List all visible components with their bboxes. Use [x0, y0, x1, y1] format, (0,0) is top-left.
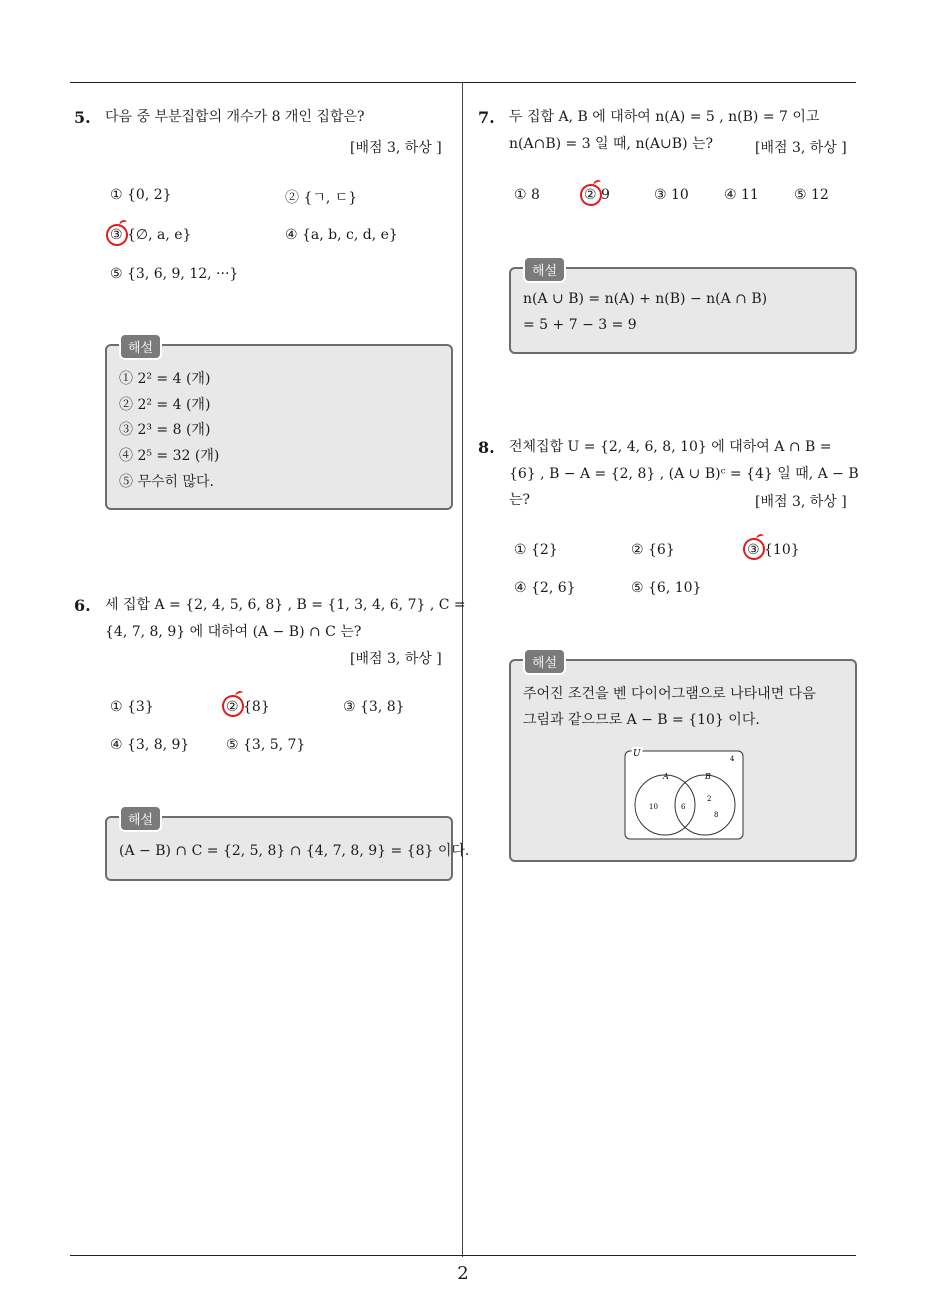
- solution-line: 그림과 같으므로 A − B = {10} 이다.: [523, 712, 760, 728]
- solution-tag: 해설: [523, 256, 566, 283]
- choice-5[interactable]: ⑤ {3, 6, 9, 12, ···}: [110, 266, 239, 282]
- choice-1[interactable]: ① {0, 2}: [110, 187, 172, 203]
- choice-5[interactable]: ⑤ {3, 5, 7}: [226, 737, 306, 753]
- question-text: 다음 중 부분집합의 개수가 8 개인 집합은?: [105, 109, 365, 125]
- solution-line: 주어진 조건을 벤 다이어그램으로 나타내면 다음: [523, 686, 816, 702]
- page-number: 2: [457, 1263, 469, 1284]
- solution-line: ③ 2³ = 8 (개): [119, 422, 211, 438]
- solution-line: ④ 2⁵ = 32 (개): [119, 448, 220, 464]
- solution-box: [105, 813, 470, 881]
- u-label: U: [633, 749, 641, 759]
- a-only-value: 10: [649, 803, 658, 811]
- choice-3[interactable]: ③ 10: [654, 187, 689, 203]
- choice-4[interactable]: ④ {3, 8, 9}: [110, 737, 190, 753]
- answer-mark: [577, 181, 605, 209]
- question-text-line1: 두 집합 A, B 에 대하여 n(A) = 5 , n(B) = 7 이고: [509, 109, 820, 125]
- top-rule: [70, 82, 856, 83]
- question-number: 5.: [74, 108, 91, 127]
- solution-line: = 5 + 7 − 3 = 9: [523, 317, 637, 333]
- solution-box: [509, 264, 857, 354]
- question-number: 6.: [74, 596, 91, 615]
- venn-diagram: [621, 747, 747, 843]
- solution-line: ① 2² = 4 (개): [119, 371, 211, 387]
- answer-mark: [740, 535, 768, 563]
- choice-3[interactable]: ③ {10}: [747, 542, 800, 558]
- answer-mark: [219, 692, 247, 720]
- choice-2[interactable]: ② {6}: [631, 542, 675, 558]
- question-number: 7.: [478, 108, 495, 127]
- choice-5[interactable]: ⑤ 12: [794, 187, 829, 203]
- choice-3[interactable]: ③ {∅, a, e}: [110, 227, 192, 243]
- choice-4[interactable]: ④ {2, 6}: [514, 580, 576, 596]
- b-label: B: [705, 772, 711, 781]
- b-only-value-1: 2: [707, 795, 712, 803]
- question-text-line1: 세 집합 A = {2, 4, 5, 6, 8} , B = {1, 3, 4, 6, 7} , C =: [105, 597, 466, 613]
- choice-4[interactable]: ④ 11: [724, 187, 759, 203]
- solution-tag: 해설: [119, 333, 162, 360]
- solution-line: (A − B) ∩ C = {2, 5, 8} ∩ {4, 7, 8, 9} = {8} 이다.: [119, 843, 470, 859]
- solution-box: [105, 341, 453, 510]
- score-label: [배점 3, 하상 ]: [350, 651, 442, 667]
- choice-4[interactable]: ④ {a, b, c, d, e}: [285, 227, 398, 243]
- solution-line: ② 2² = 4 (개): [119, 397, 211, 413]
- choice-2[interactable]: ② {ㄱ, ㄷ}: [285, 190, 358, 206]
- choice-2[interactable]: ② 9: [584, 187, 610, 203]
- question-number: 8.: [478, 438, 495, 457]
- question-text-line1: 전체집합 U = {2, 4, 6, 8, 10} 에 대하여 A ∩ B =: [509, 439, 832, 455]
- solution-tag: 해설: [119, 805, 162, 832]
- choice-3[interactable]: ③ {3, 8}: [343, 699, 405, 715]
- b-only-value-2: 8: [714, 811, 719, 819]
- score-label: [배점 3, 하상 ]: [350, 140, 442, 156]
- solution-line: ⑤ 무수히 많다.: [119, 474, 214, 490]
- choice-1[interactable]: ① 8: [514, 187, 540, 203]
- question-text-line2: {4, 7, 8, 9} 에 대하여 (A − B) ∩ C 는?: [105, 624, 362, 640]
- choice-5[interactable]: ⑤ {6, 10}: [631, 580, 702, 596]
- score-label: [배점 3, 하상 ]: [755, 494, 847, 510]
- solution-tag: 해설: [523, 648, 566, 675]
- score-label: [배점 3, 하상 ]: [755, 140, 847, 156]
- question-text-line3: 는?: [509, 492, 531, 508]
- a-label: A: [663, 772, 669, 781]
- choice-1[interactable]: ① {3}: [110, 699, 154, 715]
- choice-2[interactable]: ② {8}: [226, 699, 270, 715]
- question-text-line2: {6} , B − A = {2, 8} , (A ∪ B)ᶜ = {4} 일 때, A − B: [509, 466, 859, 482]
- solution-box: [509, 656, 857, 862]
- solution-line: n(A ∪ B) = n(A) + n(B) − n(A ∩ B): [523, 291, 768, 307]
- column-divider: [462, 83, 463, 1257]
- question-text-line2: n(A∩B) = 3 일 때, n(A∪B) 는?: [509, 136, 714, 152]
- intersection-value: 6: [681, 803, 686, 811]
- answer-mark: [103, 221, 131, 249]
- outside-value: 4: [730, 755, 735, 763]
- bottom-rule: [70, 1255, 856, 1256]
- choice-1[interactable]: ① {2}: [514, 542, 558, 558]
